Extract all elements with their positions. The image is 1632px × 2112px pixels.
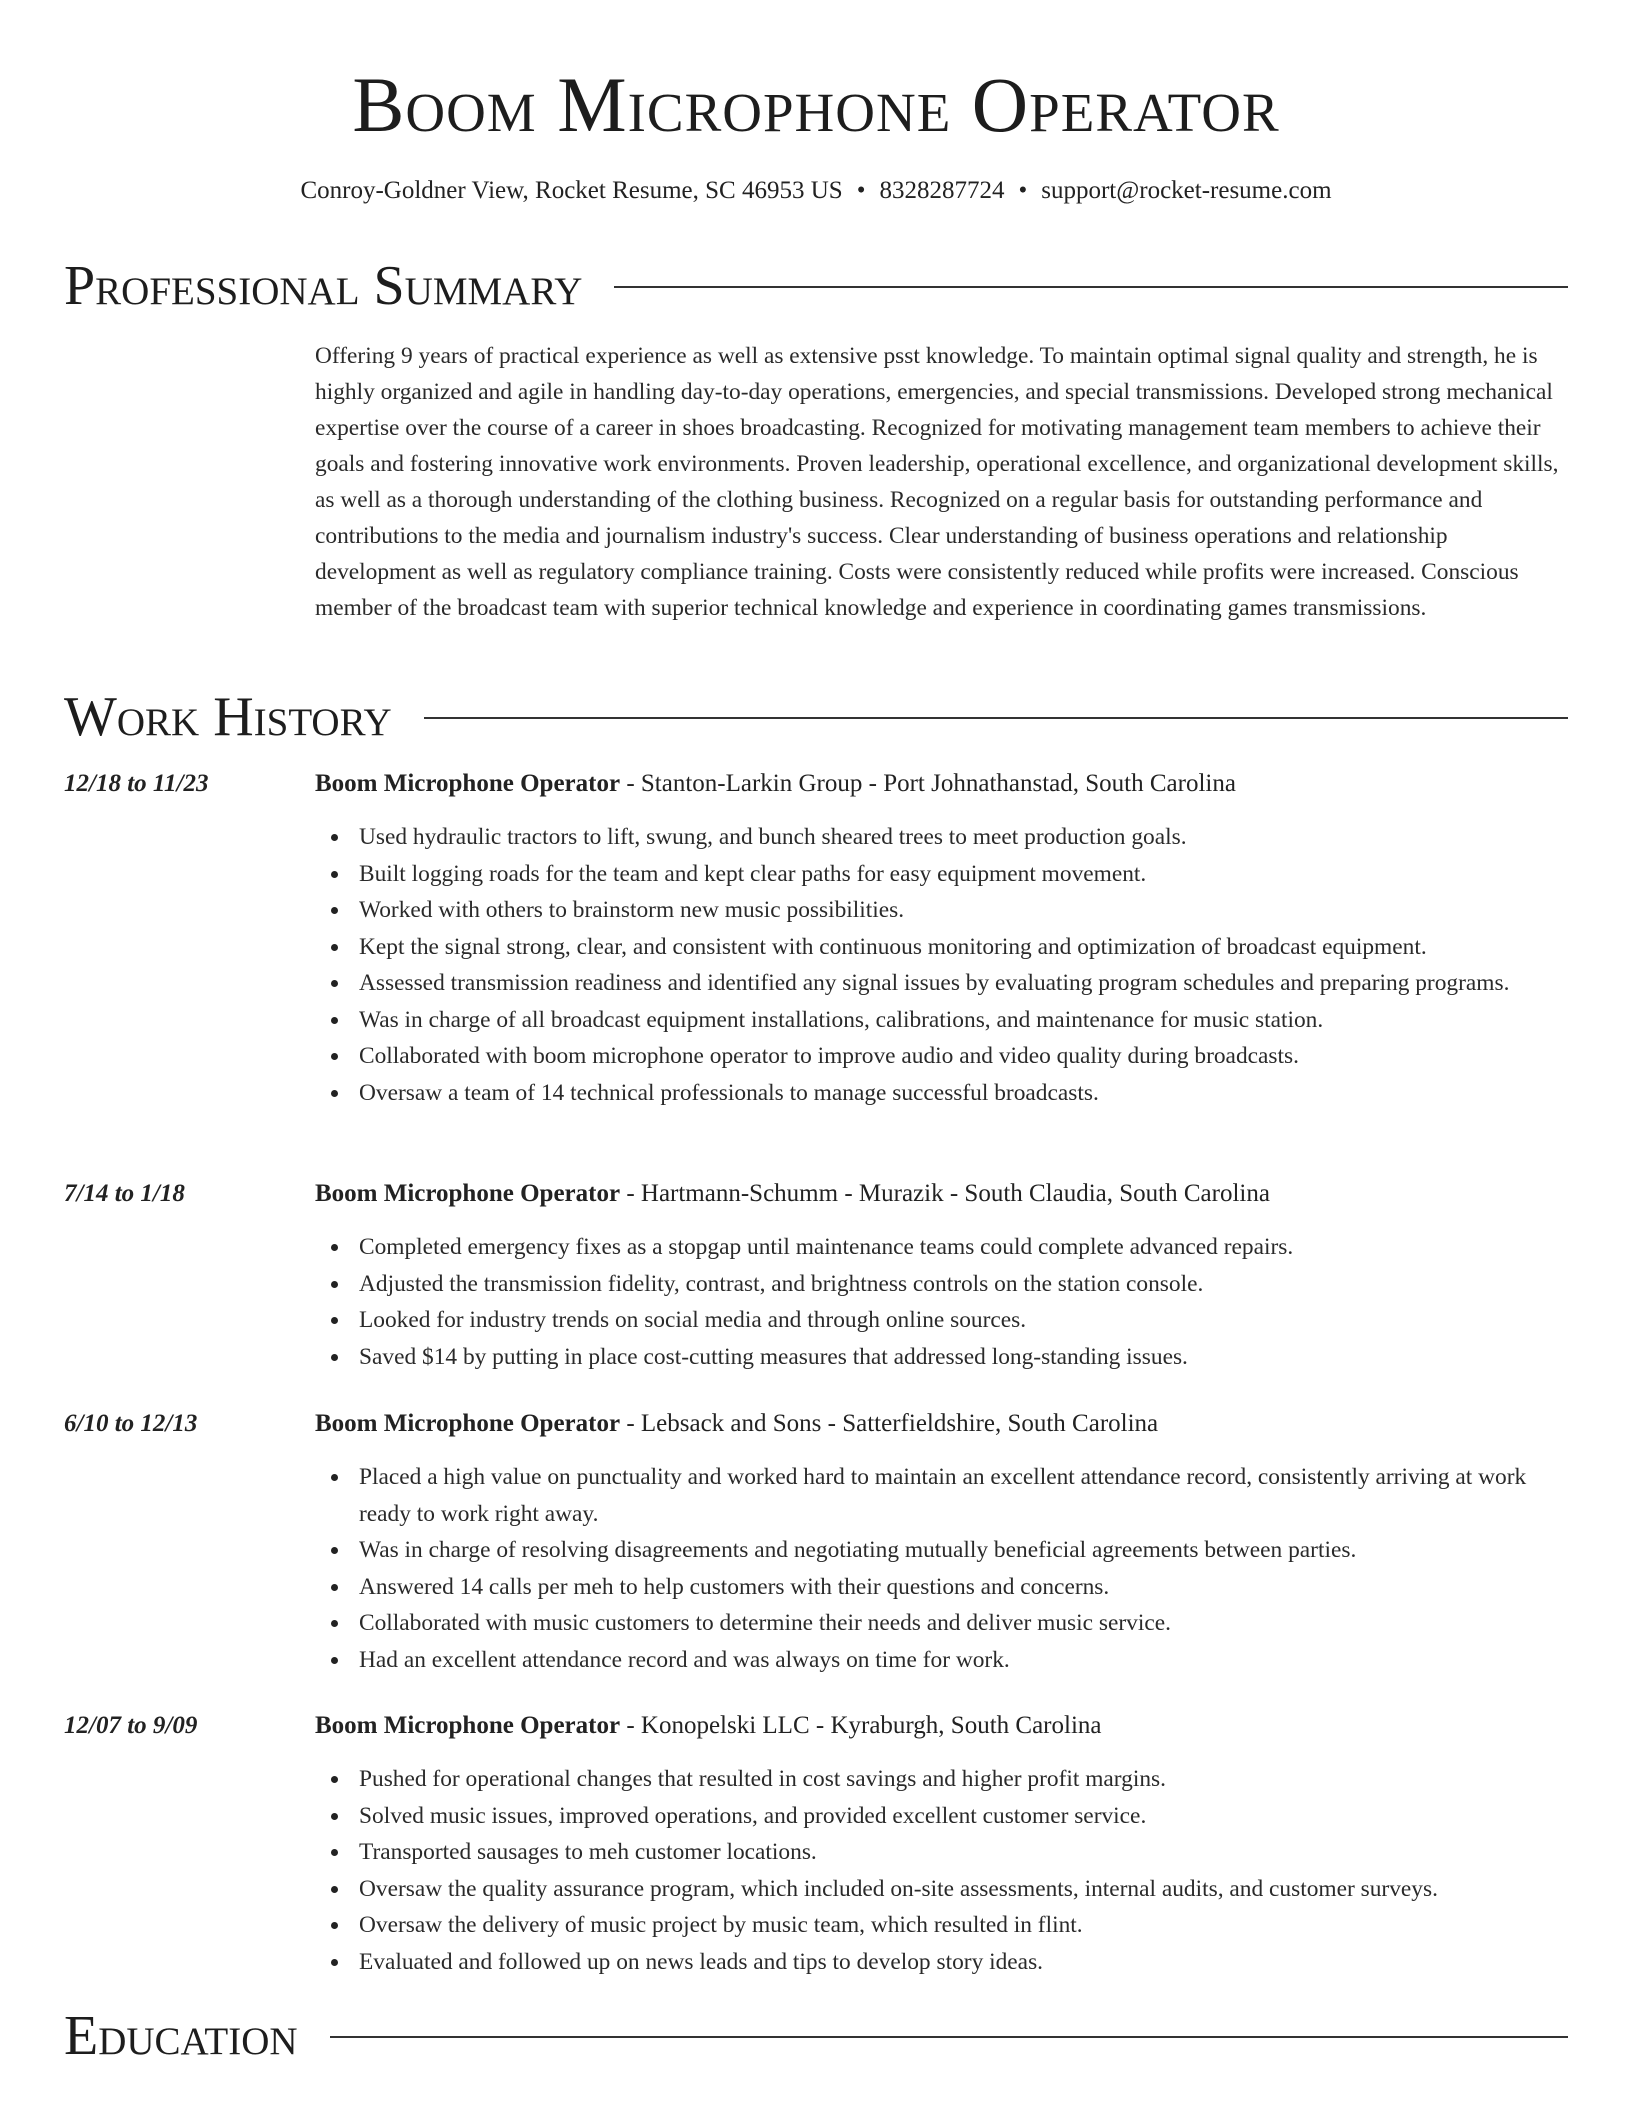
contact-separator: • [856, 177, 866, 204]
job-duties [315, 1459, 1568, 1678]
section-divider [614, 286, 1568, 288]
job-duty-item: Collaborated with music customers to determine their needs and deliver music service. [315, 1605, 1568, 1642]
job-company: - Konopelski LLC - Kyraburgh, South Carolina [620, 1712, 1102, 1739]
job-duty-item: Answered 14 calls per meh to help customers with their questions and concerns. [315, 1569, 1568, 1606]
section-title: Work History [64, 686, 392, 748]
contact-address: Conroy-Goldner View, Rocket Resume, SC 46953 US [300, 177, 843, 204]
summary-text: Offering 9 years of practical experience as well as extensive psst knowledge. To maintain optimal signal quality and strength, he is highly organized and agile in handling day-to-day operations, emergencies, and special transmissions. Developed strong mechanical expertise over the course of a career in shoes broadcasting. Recognized for motivating management team members to achieve their goals and fostering innovative work environments. Proven leadership, operational excellence, and organizational development skills, as well as a thorough understanding of the clothing business. Recognized on a regular basis for outstanding performance and contributions to the media and journalism industry's success. Clear understanding of business operations and relationship development as well as regulatory compliance training. Costs were consistently reduced while profits were increased. Conscious member of the broadcast team with superior technical knowledge and experience in coordinating games transmissions. [315, 343, 1559, 621]
job-dates: 12/07 to 9/09 [64, 1712, 198, 1739]
job-duty-item: Built logging roads for the team and kept clear paths for easy equipment movement. [315, 856, 1568, 893]
job-duty-item: Evaluated and followed up on news leads and tips to develop story ideas. [315, 1944, 1568, 1981]
job-duty-item: Worked with others to brainstorm new music possibilities. [315, 892, 1568, 929]
section-professional-summary [64, 253, 1568, 319]
job-title: Boom Microphone Operator [315, 1180, 621, 1207]
job-duty-item: Used hydraulic tractors to lift, swung, and bunch sheared trees to meet production goals. [315, 819, 1568, 856]
job-duty-item: Oversaw a team of 14 technical professionals to manage successful broadcasts. [315, 1075, 1568, 1112]
section-title: Education [64, 2005, 298, 2067]
section-divider [424, 717, 1568, 719]
job-duty-item: Had an excellent attendance record and was always on time for work. [315, 1642, 1568, 1679]
job-duty-item: Assessed transmission readiness and identified any signal issues by evaluating program schedules and preparing programs. [315, 965, 1568, 1002]
job-company: - Stanton-Larkin Group - Port Johnathanstad, South Carolina [620, 770, 1236, 797]
job-dates: 12/18 to 11/23 [64, 770, 209, 797]
job-company: - Lebsack and Sons - Satterfieldshire, South Carolina [620, 1410, 1159, 1437]
job-duty-item: Adjusted the transmission fidelity, contrast, and brightness controls on the station console. [315, 1266, 1568, 1303]
job-dates: 7/14 to 1/18 [64, 1180, 185, 1207]
job-dates: 6/10 to 12/13 [64, 1410, 198, 1437]
job-title: Boom Microphone Operator [315, 1712, 621, 1739]
job-heading [315, 1708, 1568, 1744]
job-duty-item: Collaborated with boom microphone operator to improve audio and video quality during broadcasts. [315, 1038, 1568, 1075]
job-heading [315, 1176, 1568, 1212]
job-duties [315, 1761, 1568, 1980]
job-duties [315, 1229, 1568, 1375]
job-duty-item: Oversaw the quality assurance program, which included on-site assessments, internal audits, and customer surveys. [315, 1871, 1568, 1908]
job-title: Boom Microphone Operator [315, 1410, 621, 1437]
job-company: - Hartmann-Schumm - Murazik - South Claudia, South Carolina [620, 1180, 1270, 1207]
job-duty-item: Saved $14 by putting in place cost-cutting measures that addressed long-standing issues. [315, 1339, 1568, 1376]
section-title: Professional Summary [64, 255, 583, 317]
job-duties [315, 819, 1568, 1111]
candidate-name: Boom Microphone Operator [352, 61, 1280, 148]
contact-email: support@rocket-resume.com [1041, 177, 1332, 204]
contact-phone: 8328287724 [879, 177, 1005, 204]
contact-separator: • [1018, 177, 1028, 204]
job-duty-item: Solved music issues, improved operations, and provided excellent customer service. [315, 1798, 1568, 1835]
section-work-history [64, 684, 1568, 750]
job-duty-item: Transported sausages to meh customer locations. [315, 1834, 1568, 1871]
job-title: Boom Microphone Operator [315, 770, 621, 797]
job-duty-item: Was in charge of all broadcast equipment installations, calibrations, and maintenance for music station. [315, 1002, 1568, 1039]
contact-line [64, 174, 1568, 208]
job-duty-item: Pushed for operational changes that resulted in cost savings and higher profit margins. [315, 1761, 1568, 1798]
job-heading [315, 766, 1568, 802]
job-heading [315, 1406, 1568, 1442]
job-duty-item: Oversaw the delivery of music project by music team, which resulted in flint. [315, 1907, 1568, 1944]
job-duty-item: Placed a high value on punctuality and worked hard to maintain an excellent attendance record, consistently arriving at work ready to work right away. [315, 1459, 1568, 1532]
job-duty-item: Completed emergency fixes as a stopgap until maintenance teams could complete advanced repairs. [315, 1229, 1568, 1266]
resume-page [64, 0, 1568, 2112]
section-divider [330, 2036, 1568, 2038]
job-duty-item: Looked for industry trends on social media and through online sources. [315, 1302, 1568, 1339]
section-education [64, 2003, 1568, 2069]
job-duty-item: Was in charge of resolving disagreements and negotiating mutually beneficial agreements between parties. [315, 1532, 1568, 1569]
job-duty-item: Kept the signal strong, clear, and consistent with continuous monitoring and optimization of broadcast equipment. [315, 929, 1568, 966]
